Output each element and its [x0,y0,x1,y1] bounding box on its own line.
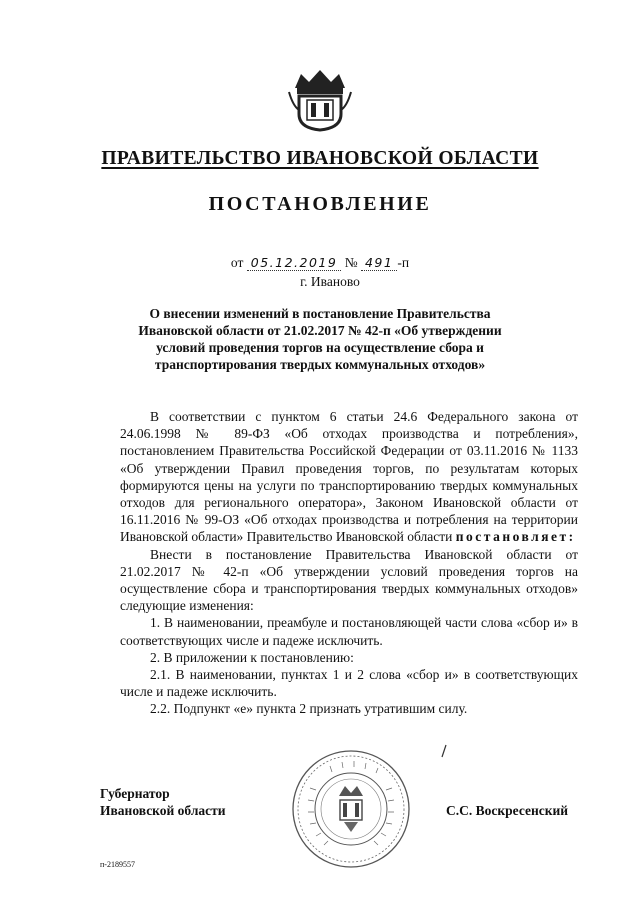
signatory-name: С.С. Воскресенский [446,803,569,818]
official-seal-icon [290,748,412,870]
document-body [120,408,578,718]
signatory-title [100,785,226,819]
preamble-text: В соответствии с пунктом 6 статьи 24.6 Федерального закона от 24.06.1998 № 89-ФЗ «Об отходах производства и потребления», постановлением Правительства Российской Федерации от 03.11.2016 № 1133 «Об утверждении Правил проведения торгов, по результатам которых формируются цены на услуги по транспортированию твердых коммунальных отходов для регионального оператора», Законом Ивановской области от 16.11.2016 № 99-ОЗ «Об отходах производства и потребления на территории Ивановской области» Правительство Ивановской области [120,409,578,545]
number-sign: № [344,255,358,270]
issue-date: 05.12.2019 [247,255,342,271]
document-type: ПОСТАНОВЛЕНИЕ [208,193,432,215]
item-2-2: 2.2. Подпункт «е» пункта 2 признать утратившим силу. [150,701,468,717]
item-2-1: 2.1. В наименовании, пунктах 1 и 2 слова «сбор и» в соответствующих числе и падеже исключить. [120,667,578,700]
document-subject: О внесении изменений в постановление Правительства Ивановской области от 21.02.2017 № 42-п «Об утверждении условий проведения торгов на осуществление сбора и транспортирования твердых коммунальных отходов» [138,306,502,372]
issue-number: 491 [361,255,397,271]
item-intro: Внести в постановление Правительства Ивановской области от 21.02.2017 № 42-п «Об утверждении условий проведения торгов на осуществление сбора и транспортирования твердых коммунальных отходов» следующие изменения: [120,546,578,614]
date-prefix: от [230,255,244,270]
government-name: ПРАВИТЕЛЬСТВО ИВАНОВСКОЙ ОБЛАСТИ [101,148,539,169]
number-suffix: -п [397,255,410,270]
signatory-title-line-2: Ивановской области [100,803,226,818]
resolves-word: постановляет: [455,529,576,545]
preamble-paragraph [120,408,578,546]
coat-of-arms-icon [287,66,353,132]
pen-mark-icon [440,744,448,758]
item-1: 1. В наименовании, преамбуле и постановляющей части слова «сбор и» в соответствующих числе и падеже исключить. [120,615,578,648]
issue-city: г. Иваново [300,274,360,289]
item-2: 2. В приложении к постановлению: [150,649,354,665]
issue-line [0,255,640,271]
document-code: п-2189557 [100,860,135,869]
signatory-title-line-1: Губернатор [100,786,170,801]
